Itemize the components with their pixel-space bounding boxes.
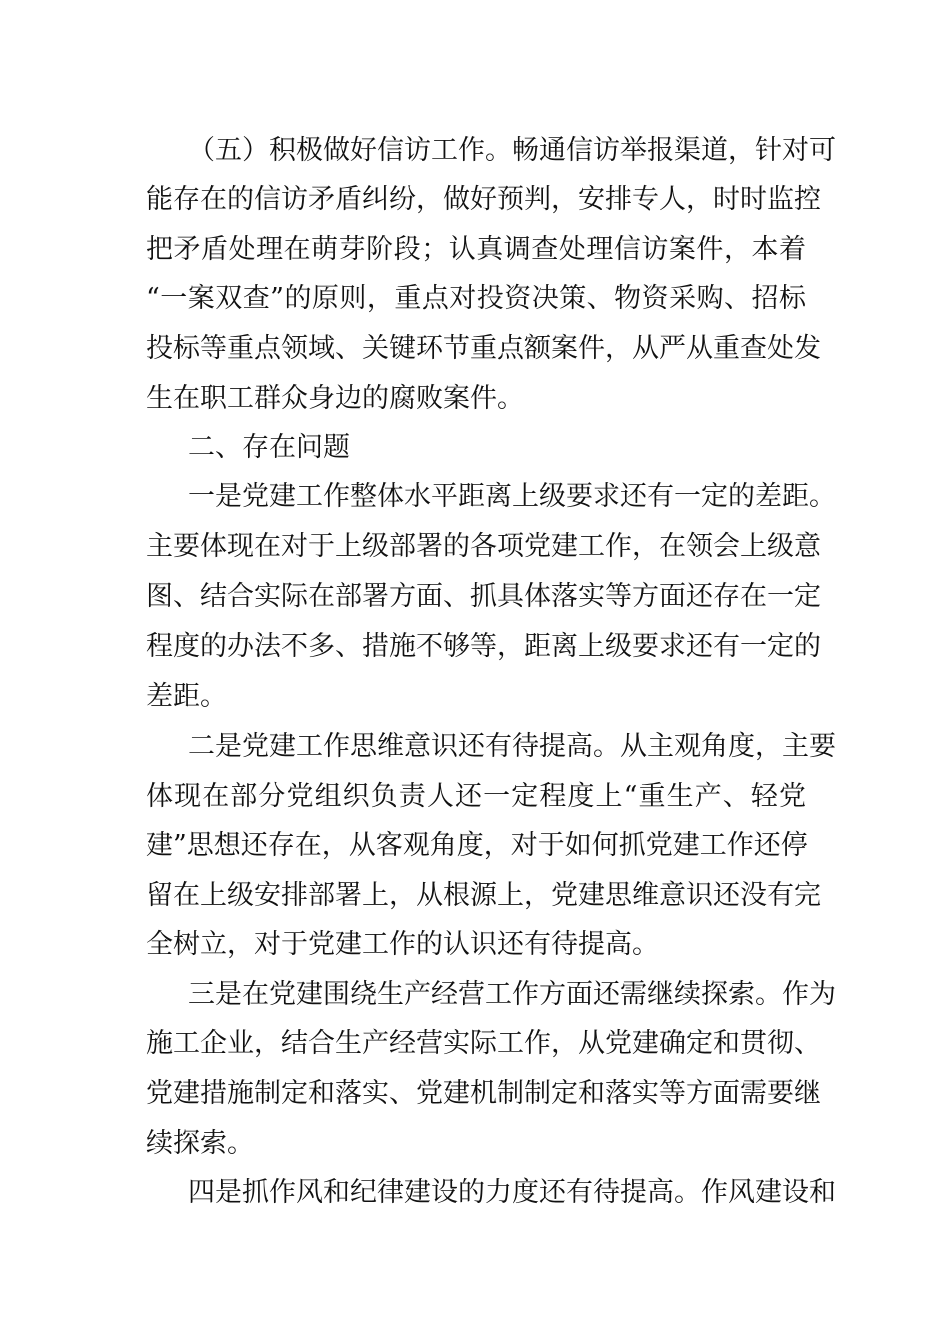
text-line: 四是抓作风和纪律建设的力度还有待提高。作风建设和 (188, 1177, 836, 1208)
text-line: 差距。 (146, 681, 227, 712)
section-heading: 二、存在问题 (188, 432, 350, 463)
text-line: 把矛盾处理在萌芽阶段；认真调查处理信访案件，本着 (146, 234, 806, 265)
text-line: 能存在的信访矛盾纠纷，做好预判，安排专人，时时监控 (146, 184, 821, 215)
text-line: 三是在党建围绕生产经营工作方面还需继续探索。作为 (188, 979, 836, 1010)
text-line: （五）积极做好信访工作。畅通信访举报渠道，针对可 (188, 135, 836, 166)
text-line: 程度的办法不多、措施不够等，距离上级要求还有一定的 (146, 631, 821, 662)
text-line: 主要体现在对于上级部署的各项党建工作，在领会上级意 (146, 531, 821, 562)
text-line: 全树立，对于党建工作的认识还有待提高。 (146, 929, 659, 960)
text-line: 投标等重点领域、关键环节重点额案件，从严从重查处发 (146, 333, 821, 364)
text-line: 二是党建工作思维意识还有待提高。从主观角度，主要 (188, 731, 836, 762)
text-line: 建”思想还存在，从客观角度，对于如何抓党建工作还停 (146, 830, 808, 861)
text-line: 续探索。 (146, 1128, 254, 1159)
text-line: 施工企业，结合生产经营实际工作，从党建确定和贯彻、 (146, 1028, 821, 1059)
text-line: “一案双查”的原则，重点对投资决策、物资采购、招标 (146, 283, 806, 314)
text-line: 图、结合实际在部署方面、抓具体落实等方面还存在一定 (146, 581, 821, 612)
text-line: 一是党建工作整体水平距离上级要求还有一定的差距。 (188, 481, 836, 512)
text-line: 留在上级安排部署上，从根源上，党建思维意识还没有完 (146, 880, 821, 911)
text-line: 党建措施制定和落实、党建机制制定和落实等方面需要继 (146, 1078, 821, 1109)
text-line: 体现在部分党组织负责人还一定程度上“重生产、轻党 (146, 781, 806, 812)
text-line: 生在职工群众身边的腐败案件。 (146, 383, 524, 414)
